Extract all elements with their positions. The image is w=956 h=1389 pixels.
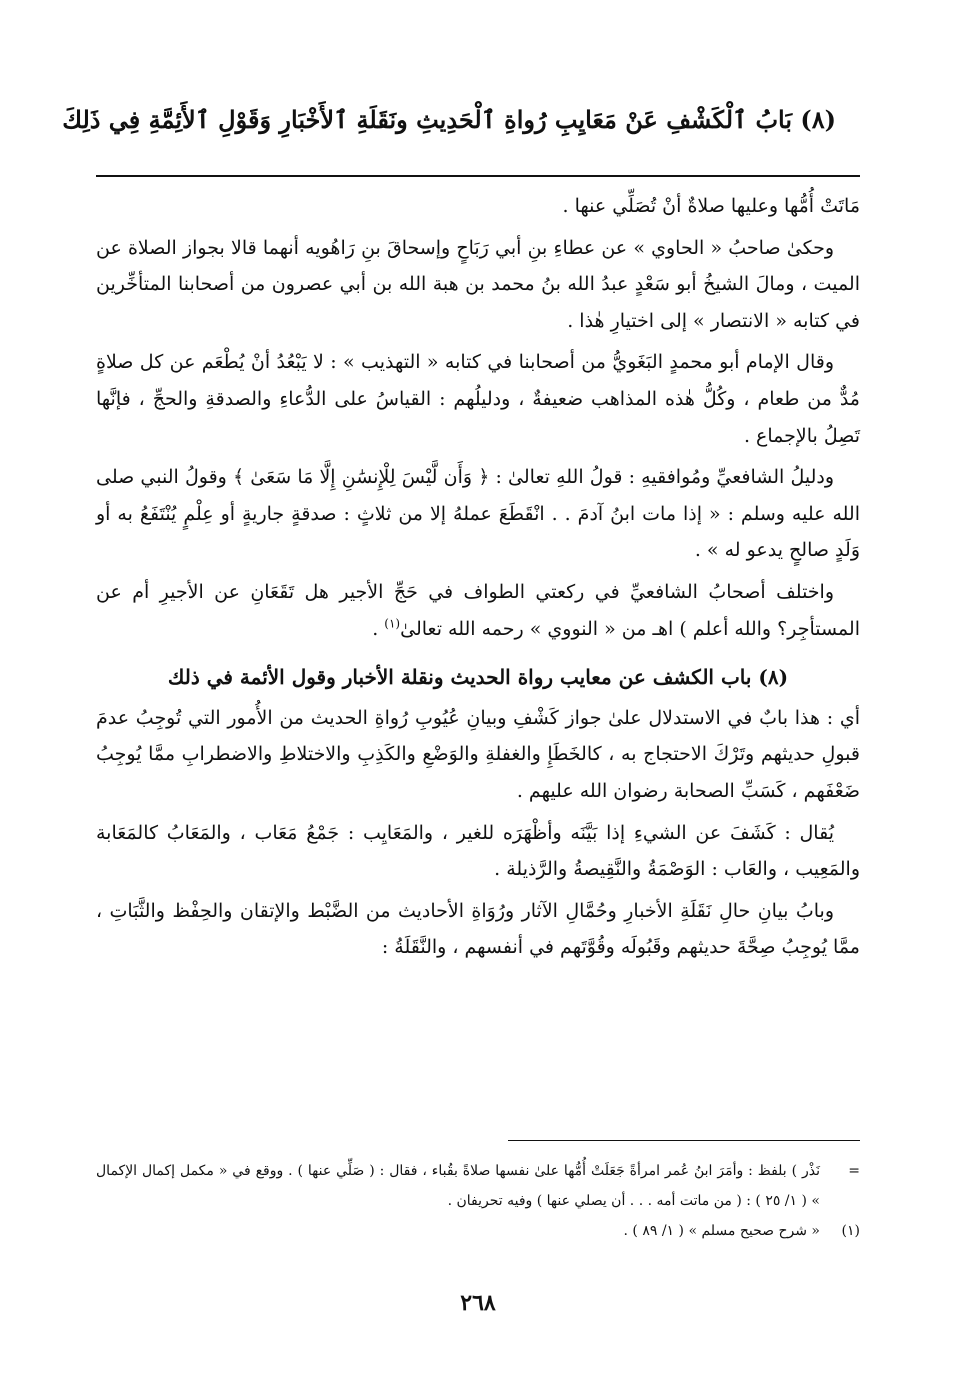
paragraph-shafii-evidence: ودليلُ الشافعيِّ ومُوافقيهِ : قولُ اللهِ تعالىٰ : ﴿ وَأَن لَّيْسَ لِلْإِنسَٰنِ إِلَّا مَا سَعَىٰ ﴾ وقولُ النبي صلى الله عليه وسلم : « إذا مات ابنُ آدمَ . . انْقَطَعَ عملهُ إلا من ثلاثٍ : صدقةٍ جاريةٍ أو عِلْمٍ يُنْتَفَعُ به أو وَلَدٍ صالحٍ يدعو له » . (96, 466, 860, 562)
paragraph-continuation: مَاتَتْ أُمُّها وعليها صلاةٌ أنْ تُصَلِّي عنها . (562, 195, 860, 217)
footnote-reference-1[interactable]: (١) (384, 616, 401, 631)
paragraph-tawaf (96, 574, 860, 647)
paragraph-tawaf-end: . (372, 617, 385, 640)
paragraph-commentary-3: وبابُ بيانِ حالِ نَقَلَةِ الأخبارِ وحُمَّالِ الآثار ورُوَاةِ الأحاديث من الضَّبْط والإتقان والحِفْظ والثَّبَاتِ ، ممَّا يُوجِبُ صِحَّةَ حديثهم وقَبُولَه وقُوَّتَهم في أنفسهم ، والنَّقَلَةُ : (96, 899, 860, 959)
footnote-continued (96, 1156, 860, 1216)
chapter-heading: (٨) باب الكشف عن معايب رواة الحديث ونقلة الأخبار وقول الأئمة في ذلك (167, 665, 789, 690)
paragraph-hawi: وحكىٰ صاحبُ « الحاوي » عن عطاءِ بنِ أبي رَبَاحٍ وإسحاقَ بنِ رَاهُويه أنهما قالا بجواز الصلاة عن الميت ، ومالَ الشيخُ أبو سَعْدٍ عبدُ الله بنُ محمد بن هبة الله بن أبي عصرون من أصحابنا المتأخِّرين في كتابه « الانتصار » إلى اختيارِ هٰذا . (96, 236, 860, 332)
paragraph-tawaf-text: واختلف أصحابُ الشافعيِّ في ركعتي الطواف في حَجِّ الأجير هل تَقَعَانِ عن الأجيرِ أم عن المستأجِر؟ والله أعلم ) اهـ من « النووي » رحمه الله تعالىٰ (96, 580, 860, 640)
paragraph-commentary-2: يُقال : كَشَفَ عن الشيءِ إذا بَيَّنَه وأظْهَرَه للغير ، والمَعَايِب : جَمْعُ مَعَاب ، والمَعَابُ كالمَعَابة والمَعِيب ، والعَاب : الوَصْمَةُ والنَّقِيصةُ والرَّذيلة . (96, 821, 860, 881)
running-header: (٨) بَابُ ٱلْكَشْفِ عَنْ مَعَايِبِ رُواةِ ٱلْحَدِيثِ ونَقَلَةِ ٱلأَخْبَارِ وَقَوْلِ ٱلأَئِمَّةِ فِي ذَلِكَ (62, 105, 836, 134)
paragraph-baghawi: وقال الإمام أبو محمدٍ البَغَويُّ من أصحابنا في كتابه « التهذيب » : لا يَبْعُدُ أنْ يُطْعَم عن كل صلاةٍ مُدٌّ من طعام ، وكُلُّ هٰذه المذاهب ضعيفةٌ ، ودليلُهم : القياسُ على الدُّعاءِ والصدقةِ والحجِّ ، فإنَّها تَصِلُ بالإجماع . (96, 351, 860, 447)
header-rule (96, 175, 860, 177)
footnote-mark: = (848, 1163, 860, 1179)
footnote-mark: (١) (841, 1223, 860, 1239)
page-number: ٢٦٨ (460, 1290, 496, 1316)
paragraph-commentary-1: أي : هذا بابٌ في الاستدلال علىٰ جواز كَشْفِ وبيانِ عُيُوبِ رُواةِ الحديث من الأُمور التي تُوجِبُ عدمَ قبولِ حديثهم وتَرْكَ الاحتجاج به ، كالخَطَإِ والغفلةِ والوَضْعِ والكَذِبِ والاختلاطِ والاضطرابِ ممَّا يُوجِبُ ضَعْفَهم ، كَسَبِّ الصحابة رضوان الله عليهم . (96, 706, 860, 802)
footnote-rule (508, 1140, 860, 1141)
body-text (96, 188, 860, 971)
footnote-text: نَذْر ) بلفظ : وأمَرَ ابنُ عُمر امرأةً جَعَلَتْ أُمُّها علىٰ نفسها صلاةً بقُباء ، فقال : ( صَلِّي عنها ) . ووقع في « مكمل إكمال الإكمال » ( ١/ ٢٥ ) : ( من ماتت أمه . . . أن يصلي عنها ) وفيه تحريفان . (96, 1163, 820, 1209)
footnote-1 (96, 1216, 860, 1246)
footnotes (96, 1156, 860, 1246)
footnote-text: « شرح صحيح مسلم » ( ١/ ٨٩ ) . (623, 1223, 820, 1239)
